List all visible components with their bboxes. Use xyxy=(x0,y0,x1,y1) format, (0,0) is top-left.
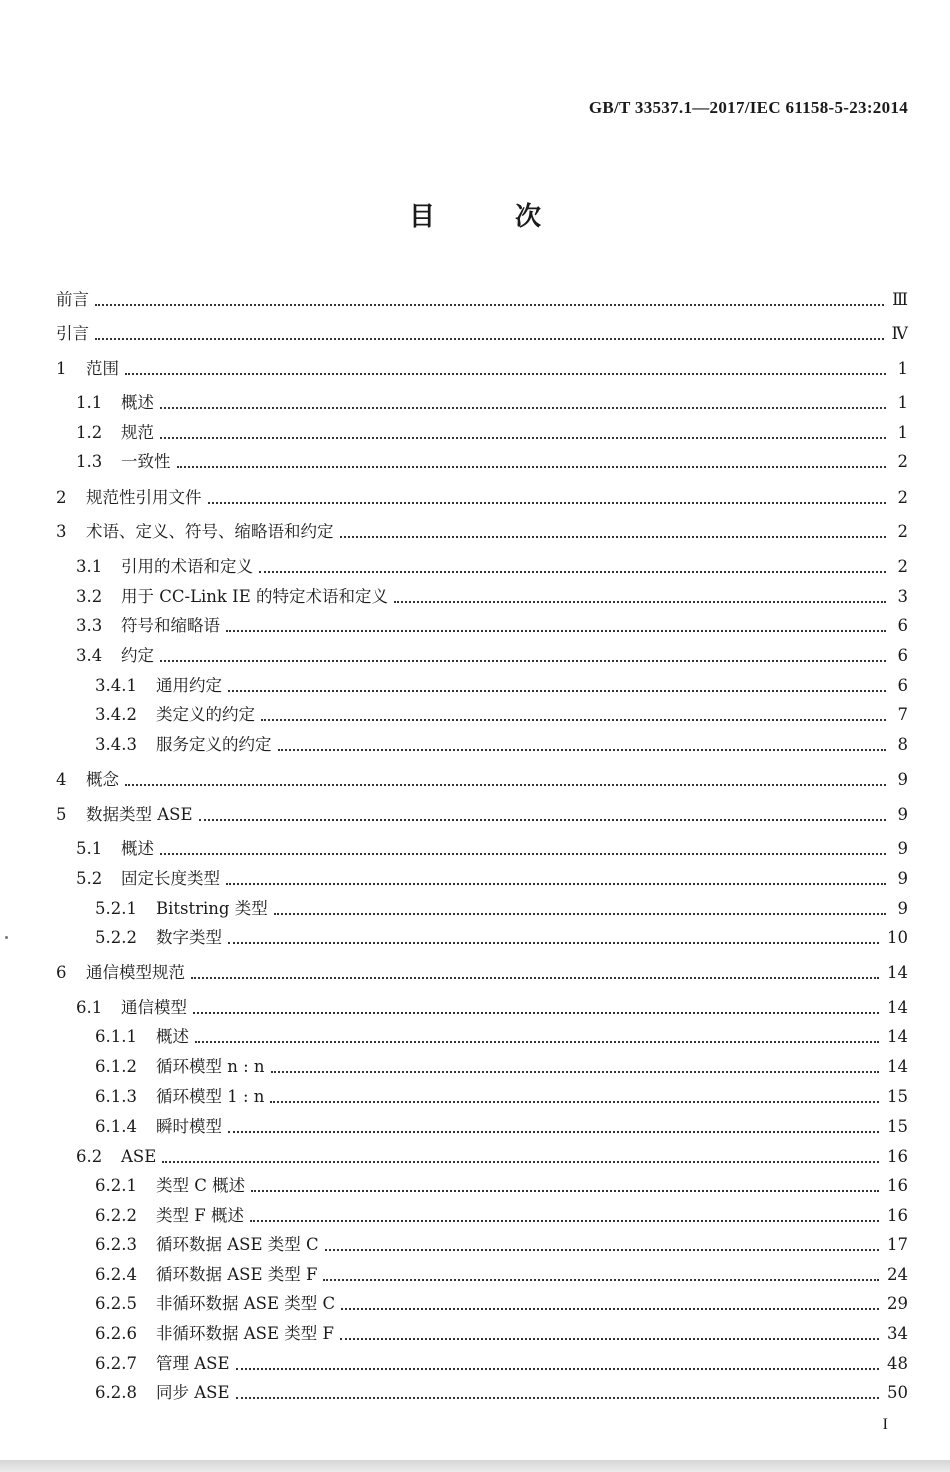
toc-entry-number: 6 xyxy=(56,963,67,982)
dot-leader xyxy=(394,601,886,603)
dot-leader xyxy=(193,1012,879,1014)
toc-entry-number: 3 xyxy=(56,522,67,541)
toc-entry[interactable] xyxy=(56,1232,908,1258)
toc-entry-label: 服务定义的约定 xyxy=(156,735,272,754)
toc-entry-label: 类型 F 概述 xyxy=(156,1206,244,1225)
toc-entry-label: 概述 xyxy=(121,393,154,412)
dot-leader xyxy=(162,1161,879,1163)
dot-leader xyxy=(259,571,886,573)
toc-entry-number: 5.2.1 xyxy=(95,899,137,918)
toc-entry-label: 数据类型 ASE xyxy=(86,805,193,824)
toc-entry-number: 6.2.4 xyxy=(95,1265,137,1284)
dot-leader xyxy=(160,660,886,662)
toc-entry-label: 术语、定义、符号、缩略语和约定 xyxy=(86,522,334,541)
dot-leader xyxy=(95,338,884,340)
toc-entry-label: 前言 xyxy=(56,290,89,309)
toc-entry-label: 瞬时模型 xyxy=(156,1117,222,1136)
dot-leader xyxy=(177,466,887,468)
toc-entry-label: 类定义的约定 xyxy=(156,705,255,724)
toc-entry[interactable] xyxy=(56,866,908,892)
toc-entry-page: 6 xyxy=(897,676,908,695)
toc-entry[interactable] xyxy=(56,995,908,1021)
toc-entry-number: 6.2.1 xyxy=(95,1176,137,1195)
toc-entry-number: 6.1.1 xyxy=(95,1027,137,1046)
toc-entry[interactable] xyxy=(56,702,908,728)
toc-entry-number: 3.2 xyxy=(76,587,103,606)
toc-entry-page: 29 xyxy=(887,1294,908,1313)
toc-entry-number: 6.2.7 xyxy=(95,1354,137,1373)
toc-entry-label: 非循环数据 ASE 类型 C xyxy=(156,1294,336,1313)
dot-leader xyxy=(199,819,886,821)
toc-entry[interactable] xyxy=(56,802,908,828)
toc-entry-page: 17 xyxy=(887,1235,908,1254)
toc-entry-label: 用于 CC-Link IE 的特定术语和定义 xyxy=(121,587,388,606)
toc-entry[interactable] xyxy=(56,554,908,580)
dot-leader xyxy=(228,690,886,692)
dot-leader xyxy=(228,1131,879,1133)
toc-entry[interactable] xyxy=(56,613,908,639)
dot-leader xyxy=(261,719,886,721)
page-title xyxy=(0,196,950,233)
toc-entry-page: 3 xyxy=(897,587,908,606)
dot-leader xyxy=(208,502,887,504)
toc-entry-label: 符号和缩略语 xyxy=(121,616,220,635)
toc-entry-label: 引言 xyxy=(56,324,89,343)
toc-entry-label: 规范 xyxy=(121,423,154,442)
toc-entry-number: 1.2 xyxy=(76,423,103,442)
toc-entry-label: 规范性引用文件 xyxy=(86,488,202,507)
toc-entry-number: 1.1 xyxy=(76,393,103,412)
toc-entry-number: 6.1.4 xyxy=(95,1117,137,1136)
toc-entry-number: 4 xyxy=(56,770,67,789)
dot-leader xyxy=(191,977,879,979)
toc-entry-label: 一致性 xyxy=(121,452,171,471)
toc-entry-page: 24 xyxy=(887,1265,908,1284)
dot-leader xyxy=(341,1308,879,1310)
toc-entry-label: 概述 xyxy=(121,839,154,858)
toc-entry-label: 循环模型 1 : n xyxy=(156,1087,265,1106)
toc-entry[interactable] xyxy=(56,1262,908,1288)
toc-entry-page: 15 xyxy=(887,1117,908,1136)
dot-leader xyxy=(250,1220,879,1222)
toc-entry-number: 6.2.2 xyxy=(95,1206,137,1225)
dot-leader xyxy=(325,1249,879,1251)
dot-leader xyxy=(251,1190,879,1192)
standard-code: GB/T 33537.1—2017/IEC 61158-5-23:2014 xyxy=(588,98,908,117)
toc-entry-page: 34 xyxy=(887,1324,908,1343)
dot-leader xyxy=(160,407,886,409)
toc-entry-number: 3.1 xyxy=(76,557,103,576)
dot-leader xyxy=(160,853,886,855)
dot-leader xyxy=(95,304,884,306)
toc-entry[interactable] xyxy=(56,1321,908,1347)
dot-leader xyxy=(226,630,886,632)
scan-mark xyxy=(5,936,8,939)
toc-entry-label: 通信模型 xyxy=(121,998,187,1017)
toc-entry-page: 48 xyxy=(887,1354,908,1373)
toc-entry-page: 14 xyxy=(887,1027,908,1046)
toc-entry-number: 6.1.2 xyxy=(95,1057,137,1076)
toc-entry[interactable] xyxy=(56,673,908,699)
dot-leader xyxy=(195,1041,879,1043)
dot-leader xyxy=(323,1279,879,1281)
dot-leader xyxy=(236,1368,879,1370)
toc-entry[interactable] xyxy=(56,896,908,922)
toc-entry-label: ASE xyxy=(121,1147,157,1166)
toc-entry-label: 通信模型规范 xyxy=(86,963,185,982)
toc-entry-page: 9 xyxy=(897,839,908,858)
toc-entry-label: 固定长度类型 xyxy=(121,869,220,888)
toc-entry-number: 6.2.5 xyxy=(95,1294,137,1313)
toc-entry-page: 8 xyxy=(897,735,908,754)
toc-entry-page: 2 xyxy=(897,452,908,471)
toc-entry[interactable] xyxy=(56,1203,908,1229)
toc-entry-label: 引用的术语和定义 xyxy=(121,557,253,576)
toc-entry[interactable] xyxy=(56,287,908,313)
toc-entry-number: 5 xyxy=(56,805,67,824)
toc-entry[interactable] xyxy=(56,321,908,347)
dot-leader xyxy=(340,536,887,538)
toc-entry[interactable] xyxy=(56,1291,908,1317)
toc-entry-page: 16 xyxy=(887,1176,908,1195)
toc-entry-number: 6.2.3 xyxy=(95,1235,137,1254)
toc-entry-page: 2 xyxy=(897,522,908,541)
toc-entry-number: 3.4.2 xyxy=(95,705,137,724)
toc-entry[interactable] xyxy=(56,1144,908,1170)
toc-entry[interactable] xyxy=(56,767,908,793)
toc-entry-page: 1 xyxy=(897,359,908,378)
toc-entry[interactable] xyxy=(56,1173,908,1199)
toc-entry-page: 6 xyxy=(897,616,908,635)
toc-entry[interactable] xyxy=(56,1054,908,1080)
toc-entry-page: 9 xyxy=(897,869,908,888)
toc-entry-page: 1 xyxy=(897,423,908,442)
toc-entry[interactable] xyxy=(56,420,908,446)
toc-entry-number: 1.3 xyxy=(76,452,103,471)
toc-entry-label: 循环数据 ASE 类型 F xyxy=(156,1265,318,1284)
toc-entry-page: 9 xyxy=(897,899,908,918)
toc-entry-page: 2 xyxy=(897,557,908,576)
toc-entry-label: 类型 C 概述 xyxy=(156,1176,246,1195)
toc-entry-page: 2 xyxy=(897,488,908,507)
toc-entry-number: 5.1 xyxy=(76,839,103,858)
toc-entry-page: 50 xyxy=(887,1383,908,1402)
toc-entry[interactable] xyxy=(56,732,908,758)
toc-entry-number: 1 xyxy=(56,359,67,378)
page-bottom-edge xyxy=(0,1460,950,1472)
toc-entry-number: 6.1 xyxy=(76,998,103,1017)
dot-leader xyxy=(236,1397,879,1399)
toc-entry[interactable] xyxy=(56,485,908,511)
toc-entry-label: 同步 ASE xyxy=(156,1383,230,1402)
toc-entry-page: 16 xyxy=(887,1147,908,1166)
toc-entry-label: 概述 xyxy=(156,1027,189,1046)
toc-entry-page: 10 xyxy=(887,928,908,947)
toc-entry-page: Ⅳ xyxy=(891,324,908,343)
dot-leader xyxy=(271,1071,879,1073)
toc-entry-number: 6.2 xyxy=(76,1147,103,1166)
dot-leader xyxy=(340,1338,879,1340)
toc-entry[interactable] xyxy=(56,519,908,545)
dot-leader xyxy=(226,883,886,885)
toc-entry-page: 14 xyxy=(887,998,908,1017)
toc-entry-label: 概念 xyxy=(86,770,119,789)
toc-entry-number: 6.2.6 xyxy=(95,1324,137,1343)
toc-entry[interactable] xyxy=(56,925,908,951)
dot-leader xyxy=(125,373,886,375)
toc-entry[interactable] xyxy=(56,1380,908,1406)
toc-entry-number: 2 xyxy=(56,488,67,507)
toc-entry-label: 范围 xyxy=(86,359,119,378)
toc-entry-number: 3.3 xyxy=(76,616,103,635)
toc-entry-number: 3.4.3 xyxy=(95,735,137,754)
toc-entry[interactable] xyxy=(56,584,908,610)
toc-entry-page: 14 xyxy=(887,963,908,982)
toc-entry-page: 9 xyxy=(897,770,908,789)
toc-entry-number: 6.1.3 xyxy=(95,1087,137,1106)
toc-entry[interactable] xyxy=(56,1351,908,1377)
title-char: 次 xyxy=(515,202,542,232)
toc-entry-label: 非循环数据 ASE 类型 F xyxy=(156,1324,334,1343)
toc-entry-page: 6 xyxy=(897,646,908,665)
dot-leader xyxy=(228,942,879,944)
toc-entry-number: 5.2.2 xyxy=(95,928,137,947)
toc-entry-label: 循环数据 ASE 类型 C xyxy=(156,1235,319,1254)
toc-entry-number: 5.2 xyxy=(76,869,103,888)
toc-entry[interactable] xyxy=(56,1084,908,1110)
toc-entry-page: 14 xyxy=(887,1057,908,1076)
dot-leader xyxy=(160,437,886,439)
toc-entry-page: 1 xyxy=(897,393,908,412)
toc-entry-page: 9 xyxy=(897,805,908,824)
toc-entry[interactable] xyxy=(56,960,908,986)
toc-entry-number: 3.4 xyxy=(76,646,103,665)
toc-entry[interactable] xyxy=(56,449,908,475)
toc-entry-label: 循环模型 n : n xyxy=(156,1057,265,1076)
toc-entry[interactable] xyxy=(56,390,908,416)
toc-entry-number: 6.2.8 xyxy=(95,1383,137,1402)
toc-entry[interactable] xyxy=(56,836,908,862)
title-char: 目 xyxy=(408,202,435,232)
dot-leader xyxy=(274,913,886,915)
toc-entry-page: 7 xyxy=(897,705,908,724)
toc-entry-label: 数字类型 xyxy=(156,928,222,947)
dot-leader xyxy=(125,784,886,786)
page-number: I xyxy=(882,1416,888,1433)
dot-leader xyxy=(270,1101,879,1103)
toc-entry[interactable] xyxy=(56,1114,908,1140)
toc-entry-page: 16 xyxy=(887,1206,908,1225)
toc-entry[interactable] xyxy=(56,356,908,382)
toc-entry-page: 15 xyxy=(887,1087,908,1106)
toc-entry[interactable] xyxy=(56,1024,908,1050)
toc-entry-label: 管理 ASE xyxy=(156,1354,230,1373)
toc-entry-label: 约定 xyxy=(121,646,154,665)
toc-entry-page: Ⅲ xyxy=(892,290,908,309)
toc-entry-number: 3.4.1 xyxy=(95,676,137,695)
toc-entry-label: 通用约定 xyxy=(156,676,222,695)
dot-leader xyxy=(278,749,887,751)
toc-entry-label: Bitstring 类型 xyxy=(156,899,268,918)
toc-entry[interactable] xyxy=(56,643,908,669)
